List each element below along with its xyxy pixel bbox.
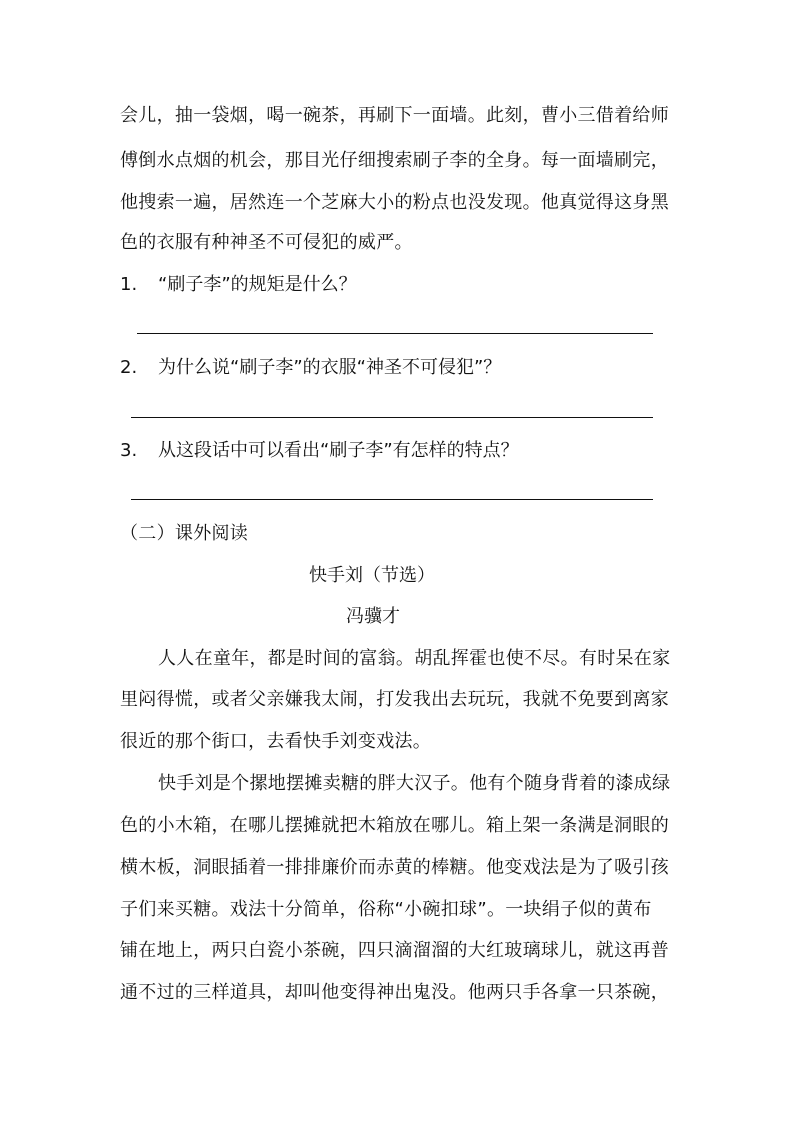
paragraph-line: 很近的那个街口，去看快手刘变戏法。 <box>120 731 432 752</box>
article-author: 冯骥才 <box>346 606 400 627</box>
paragraph-line: 横木板，洞眼插着一排排廉价而赤黄的棒糖。他变戏法是为了吸引孩 <box>120 857 669 878</box>
paragraph-line: 色的小木箱，在哪儿摆摊就把木箱放在哪儿。箱上架一条满是洞眼的 <box>120 815 669 836</box>
question-number: 3. <box>120 440 138 461</box>
paragraph-line: 通不过的三样道具，却叫他变得神出鬼没。他两只手各拿一只茶碗， <box>120 982 669 1003</box>
answer-line-1[interactable] <box>137 333 653 334</box>
passage-line: 色的衣服有种神圣不可侵犯的威严。 <box>120 232 413 253</box>
article-title: 快手刘（节选） <box>309 565 435 586</box>
question-number: 2. <box>120 357 138 378</box>
paragraph-line: 里闷得慌，或者父亲嫌我太闹，打发我出去玩玩，我就不免要到离家 <box>120 689 669 710</box>
section-heading: （二）课外阅读 <box>120 523 249 544</box>
paragraph-line: 铺在地上，两只白瓷小茶碗，四只滴溜溜的大红玻璃球儿，就这再普 <box>120 940 669 961</box>
question-text: 从这段话中可以看出“刷子李”有怎样的特点？ <box>158 440 519 461</box>
passage-line: 他搜索一遍，居然连一个芝麻大小的粉点也没发现。他真觉得这身黑 <box>120 192 669 213</box>
passage-line: 会儿，抽一袋烟，喝一碗茶，再刷下一面墙。此刻，曹小三借着给师 <box>120 105 669 126</box>
paragraph-line: 子们来买糖。戏法十分简单，俗称“小碗扣球”。一块绢子似的黄布 <box>120 899 652 920</box>
question-number: 1. <box>120 274 138 295</box>
question-1 <box>120 274 357 296</box>
question-3 <box>120 440 519 462</box>
paragraph-line: 快手刘是个摞地摆摊卖糖的胖大汉子。他有个随身背着的漆成绿 <box>158 773 671 794</box>
answer-line-3[interactable] <box>131 499 653 500</box>
question-2 <box>120 357 501 379</box>
paragraph-line: 人人在童年，都是时间的富翁。胡乱挥霍也使不尽。有时呆在家 <box>158 648 671 669</box>
question-text: “刷子李”的规矩是什么？ <box>158 274 357 295</box>
question-text: 为什么说“刷子李”的衣服“神圣不可侵犯”？ <box>158 357 502 378</box>
answer-line-2[interactable] <box>131 417 653 418</box>
passage-line: 傅倒水点烟的机会，那目光仔细搜索刷子李的全身。每一面墙刷完， <box>120 150 669 171</box>
